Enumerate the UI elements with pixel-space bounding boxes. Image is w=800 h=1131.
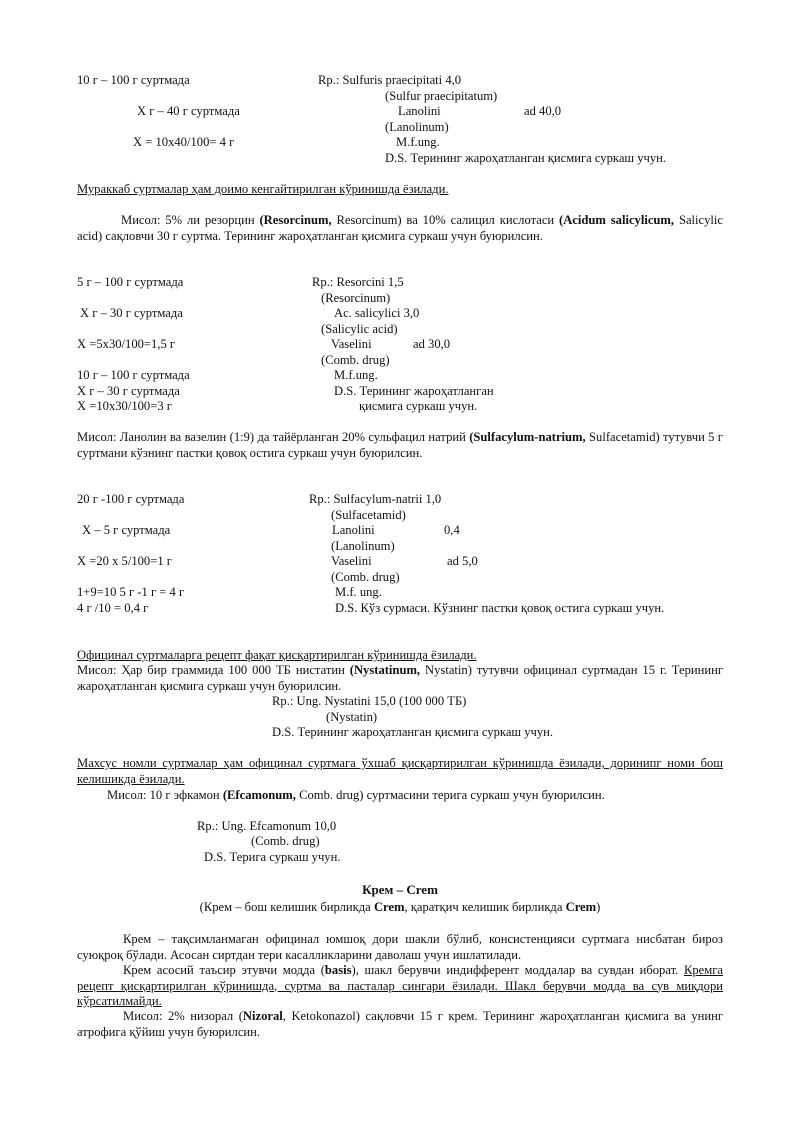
recipe-line: (Salicylic acid) (321, 322, 398, 336)
section-heading: Крем – Crem (362, 882, 438, 897)
paragraph-example: Мисол: 10 г эфкамон (Efcamonum, Comb. drug) суртмасини терига суркаш учун буюрилсин. (107, 788, 605, 802)
recipe-amount: 0,4 (444, 523, 460, 537)
calc-line: 10 г – 100 г суртмада (77, 368, 190, 382)
recipe-line: M.f.ung. (334, 368, 378, 382)
recipe-line: D.S. Терининг жароҳатланган қисмига суркаш учун. (272, 725, 554, 739)
calc-line: Х г – 40 г суртмада (137, 104, 240, 118)
calc-line: Х =20 х 5/100=1 г (77, 554, 172, 568)
calc-line: 5 г – 100 г суртмада (77, 275, 184, 289)
paragraph: Крем – тақсимланмаган официнал юмшоқ дори шакли бўлиб, консистенцияси суртмага нисбатан бироз суюқроқ бўлади. Асосан сиртдан тери касалликларини даволаш учун ишлатилади. (77, 932, 723, 962)
section-subheading: (Крем – бош келишик бирликда Crem, қаратқич келишик бирликда Crem) (199, 900, 601, 914)
paragraph-example: Мисол: 2% низорал (Nizoral, Ketokonazol) сақловчи 15 г крем. Терининг жароҳатланган қисмига ва унинг атрофига қўйиш учун буюрилсин. (77, 1009, 723, 1039)
recipe-line: Lanolini (332, 523, 375, 537)
recipe-line: қисмига суркаш учун. (359, 399, 478, 413)
recipe-line: Rp.: Resorcini 1,5 (312, 275, 404, 289)
calc-line: Х г – 30 г суртмада (80, 306, 183, 320)
recipe-line: (Nystatin) (326, 710, 378, 724)
recipe-line: D.S. Терига суркаш учун. (204, 850, 341, 864)
recipe-line: (Resorcinum) (321, 291, 391, 305)
recipe-line: Vaselini (331, 554, 372, 568)
recipe-line: (Comb. drug) (331, 570, 400, 584)
recipe-line: Rp.: Ung. Nystatini 15,0 (100 000 ТБ) (272, 694, 467, 708)
calc-line: 4 г /10 = 0,4 г (77, 601, 149, 615)
note-underlined: Официнал суртмаларга рецепт фақат қисқартирилган кўринишда ёзилади. (77, 648, 477, 662)
calc-line: Х =5х30/100=1,5 г (77, 337, 176, 351)
paragraph-example: Мисол: Ланолин ва вазелин (1:9) да тайёрланган 20% сульфацил натрий (Sulfacylum-natrium, Sulfacetamid) тутувчи 5 г суртмани кўзнинг пастки қовоқ остига суркаш учун буюрилсин. (77, 430, 723, 460)
recipe-line: (Sulfur praecipitatum) (385, 89, 498, 103)
calc-line: Х – 5 г суртмада (82, 523, 171, 537)
paragraph: Крем асосий таъсир этувчи модда (basis), шакл берувчи индифферент моддалар ва сувдан иборат. Кремга рецепт қисқартирилган кўринишда, суртма ва пасталар сингари ёзилади. Шакл берувчи модда ва сув миқдори кўрсатилмайди. (77, 963, 723, 1008)
recipe-line: Rp.: Ung. Efcamonum 10,0 (197, 819, 337, 833)
recipe-line: (Comb. drug) (251, 834, 320, 848)
recipe-line: Vaselini (331, 337, 372, 351)
recipe-line: Ac. salicylici 3,0 (334, 306, 420, 320)
recipe-amount: ad 5,0 (447, 554, 478, 568)
recipe-line: Rp.: Sulfacylum-natrii 1,0 (309, 492, 442, 506)
calc-line: Х г – 30 г суртмада (77, 384, 180, 398)
recipe-line: Rp.: Sulfuris praecipitati 4,0 (318, 73, 462, 87)
recipe-line: M.f. ung. (335, 585, 382, 599)
note-underlined: Мураккаб суртмалар ҳам доимо кенгайтирилган кўринишда ёзилади. (77, 182, 449, 196)
calc-line: 10 г – 100 г суртмада (77, 73, 190, 87)
calc-line: 20 г -100 г суртмада (77, 492, 185, 506)
note-underlined: Махсус номли суртмалар ҳам официнал суртмага ўхшаб қисқартирилган кўринишда ёзилади, доринипг номи бош келишикда ёзилади. (77, 756, 723, 786)
recipe-line: (Sulfacetamid) (331, 508, 406, 522)
recipe-line: D.S. Терининг жароҳатланган (334, 384, 494, 398)
recipe-line: (Lanolinum) (331, 539, 395, 553)
paragraph-example: Мисол: 5% ли резорцин (Resorcinum, Resorcinum) ва 10% салицил кислотаси (Acidum salicylicum, Salicylic acid) сақловчи 30 г суртма. Терининг жароҳатланган қисмига суркаш учун буюрилсин. (77, 213, 724, 243)
recipe-line: M.f.ung. (396, 135, 440, 149)
recipe-line: D.S. Кўз сурмаси. Кўзнинг пастки қовоқ остига суркаш учун. (335, 601, 665, 615)
recipe-line: (Comb. drug) (321, 353, 390, 367)
calc-line: Х = 10х40/100= 4 г (133, 135, 235, 149)
recipe-line: D.S. Терининг жароҳатланган қисмига суркаш учун. (385, 151, 667, 165)
recipe-line: (Lanolinum) (385, 120, 449, 134)
calc-line: 1+9=10 5 г -1 г = 4 г (77, 585, 185, 599)
paragraph-example: Мисол: Ҳар бир граммида 100 000 ТБ нистатин (Nystatinum, Nystatin) тутувчи официнал суртмадан 15 г. Терининг жароҳатланган қисмига суркаш учун буюрилсин. (77, 663, 723, 693)
recipe-amount: ad 40,0 (524, 104, 562, 118)
recipe-line: Lanolini (398, 104, 441, 118)
recipe-amount: ad 30,0 (413, 337, 451, 351)
calc-line: Х =10х30/100=3 г (77, 399, 172, 413)
